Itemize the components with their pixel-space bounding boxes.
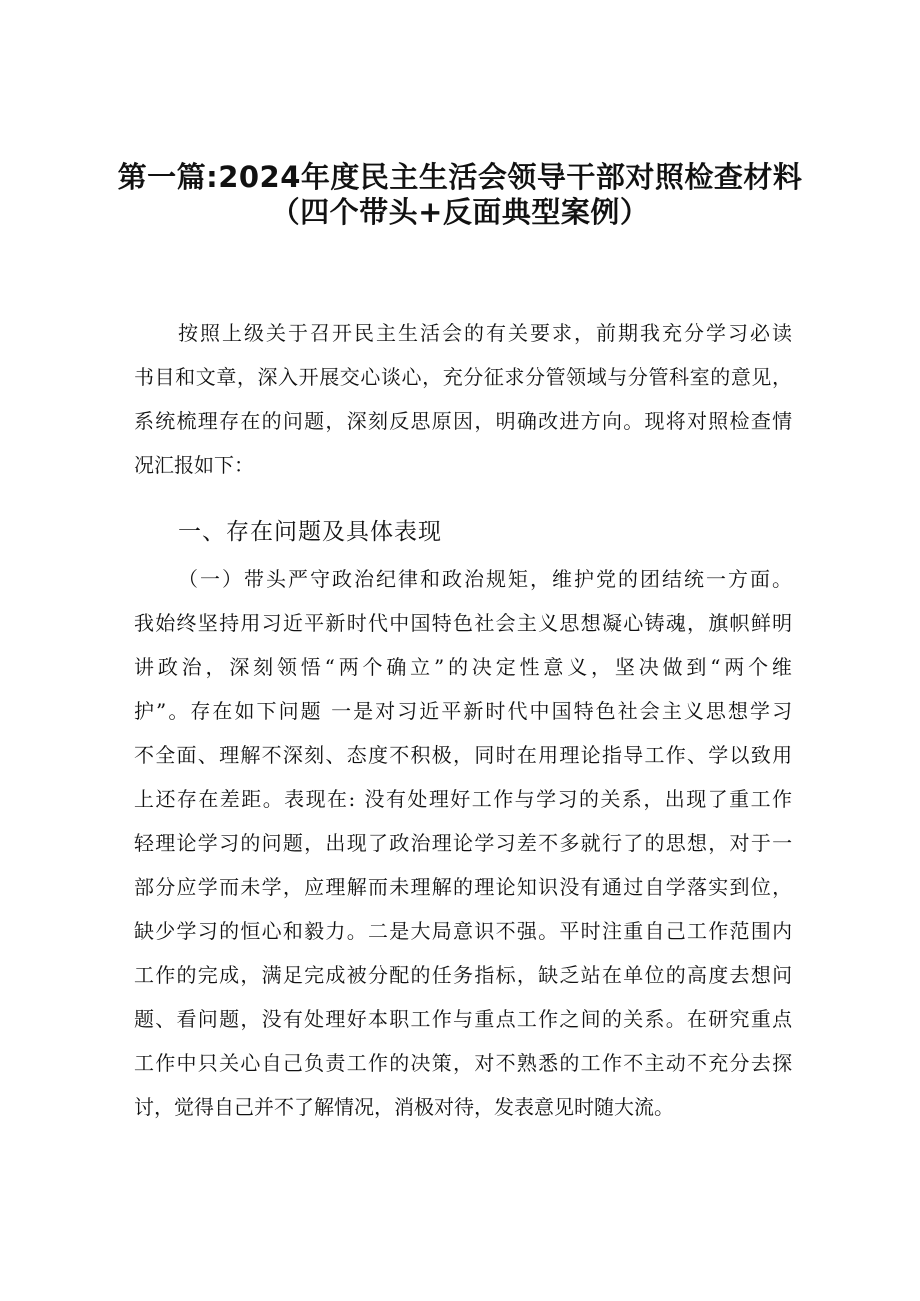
- document-title-line-2: （四个带头+反面典型案例）: [270, 195, 650, 229]
- document-title-line-1: 第一篇:2024年度民主生活会领导干部对照检查材料: [117, 160, 803, 194]
- section-line-7: 轻理论学习的问题，出现了政治理论学习差不多就行了的思想，对于一: [134, 831, 794, 855]
- section-line-1: （一）带头严守政治纪律和政治规矩，维护党的团结统一方面。: [178, 567, 794, 591]
- section-line-10: 工作的完成，满足完成被分配的任务指标，缺乏站在单位的高度去想问: [134, 963, 794, 987]
- section-line-3: 讲政治，深刻领悟“两个确立”的决定性意义，坚决做到“两个维: [134, 655, 796, 679]
- section-line-13: 讨，觉得自己并不了解情况，消极对待，发表意见时随大流。: [134, 1095, 674, 1119]
- section-line-4: 护”。存在如下问题 一是对习近平新时代中国特色社会主义思想学习: [134, 699, 795, 723]
- intro-line-3: 系统梳理存在的问题，深刻反思原因，明确改进方向。现将对照检查情: [134, 409, 794, 433]
- section-line-9: 缺少学习的恒心和毅力。二是大局意识不强。平时注重自己工作范围内: [134, 919, 794, 943]
- section-line-11: 题、看问题，没有处理好本职工作与重点工作之间的关系。在研究重点: [134, 1007, 794, 1031]
- section-heading: 一、存在问题及具体表现: [178, 519, 442, 545]
- section-line-8: 部分应学而未学，应理解而未理解的理论知识没有通过自学落实到位，: [134, 875, 794, 899]
- intro-line-4: 况汇报如下：: [134, 453, 254, 477]
- section-line-12: 工作中只关心自己负责工作的决策，对不熟悉的工作不主动不充分去探: [134, 1051, 794, 1075]
- intro-line-2: 书目和文章，深入开展交心谈心，充分征求分管领域与分管科室的意见，: [134, 365, 793, 389]
- section-line-6: 上还存在差距。表现在: 没有处理好工作与学习的关系，出现了重工作: [134, 787, 794, 811]
- intro-line-1: 按照上级关于召开民主生活会的有关要求，前期我充分学习必读: [178, 321, 794, 345]
- section-line-2: 我始终坚持用习近平新时代中国特色社会主义思想凝心铸魂，旗帜鲜明: [134, 611, 794, 635]
- section-line-5: 不全面、理解不深刻、态度不积极，同时在用理论指导工作、学以致用: [134, 743, 794, 767]
